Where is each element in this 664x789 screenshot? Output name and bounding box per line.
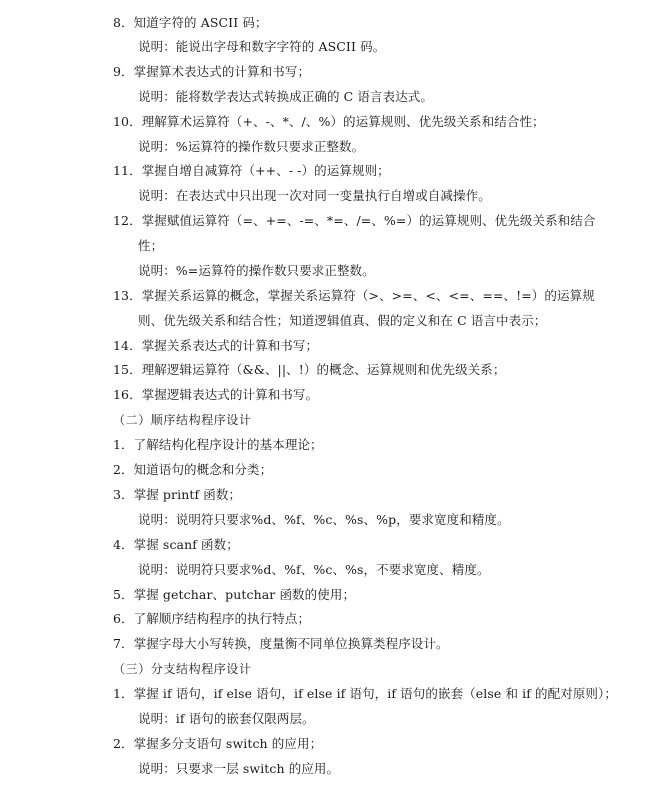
sec2-item-3: 3．掌握 printf 函数；: [113, 487, 242, 502]
item-15: 15．理解逻辑运算符（&&、||、!）的概念、运算规则和优先级关系；: [113, 362, 506, 377]
section-heading-2: （二）顺序结构程序设计: [113, 413, 252, 427]
item-16: 16．掌握逻辑表达式的计算和书写。: [113, 387, 319, 402]
sec2-item-4-note: 说明：说明符只要求%d、%f、%c、%s，不要求宽度、精度。: [138, 562, 490, 577]
item-14: 14．掌握关系表达式的计算和书写；: [113, 338, 319, 353]
sec3-item-1: 1．掌握 if 语句，if else 语句，if else if 语句，if 语句的嵌套（else 和 if 的配对原则）；: [113, 686, 617, 701]
sec2-item-5: 5．掌握 getchar、putchar 函数的使用；: [113, 587, 356, 602]
section-heading-3: （三）分支结构程序设计: [113, 662, 252, 676]
sec2-item-3-note: 说明：说明符只要求%d、%f、%c、%s、%p，要求宽度和精度。: [138, 512, 510, 527]
sec2-item-1: 1．了解结构化程序设计的基本理论；: [113, 437, 323, 452]
item-10: 10．理解算术运算符（+、-、*、/、%）的运算规则、优先级关系和结合性；: [113, 114, 545, 129]
item-9: 9．掌握算术表达式的计算和书写；: [113, 64, 311, 79]
item-9-note: 说明：能将数学表达式转换成正确的 C 语言表达式。: [138, 89, 434, 104]
sec2-item-6: 6．了解顺序结构程序的执行特点；: [113, 611, 311, 626]
item-13-cont: 则、优先级关系和结合性；知道逻辑值真、假的定义和在 C 语言中表示；: [138, 313, 547, 328]
item-10-note: 说明：%运算符的操作数只要求正整数。: [138, 139, 365, 154]
item-8: 8．知道字符的 ASCII 码；: [113, 15, 268, 30]
sec3-item-2-note: 说明：只要求一层 switch 的应用。: [138, 761, 340, 776]
sec2-item-2: 2．知道语句的概念和分类；: [113, 462, 273, 477]
sec2-item-4: 4．掌握 scanf 函数；: [113, 537, 239, 552]
item-11-note: 说明：在表达式中只出现一次对同一变量执行自增或自减操作。: [138, 188, 491, 203]
sec3-item-1-note: 说明：if 语句的嵌套仅限两层。: [138, 711, 315, 726]
item-13: 13．掌握关系运算的概念，掌握关系运算符（>、>=、<、<=、==、!=）的运算规: [113, 288, 595, 303]
item-12-note: 说明：%=运算符的操作数只要求正整数。: [138, 263, 375, 278]
item-12: 12．掌握赋值运算符（=、+=、-=、*=、/=、%=）的运算规则、优先级关系和结合: [113, 213, 596, 228]
sec2-item-7: 7．掌握字母大小写转换，度量衡不同单位换算类程序设计。: [113, 636, 449, 651]
item-12-cont: 性；: [138, 238, 164, 253]
item-11: 11．掌握自增自减算符（++、- -）的运算规则；: [113, 163, 390, 178]
item-8-note: 说明：能说出字母和数字字符的 ASCII 码。: [138, 39, 386, 54]
sec3-item-2: 2．掌握多分支语句 switch 的应用；: [113, 736, 323, 751]
